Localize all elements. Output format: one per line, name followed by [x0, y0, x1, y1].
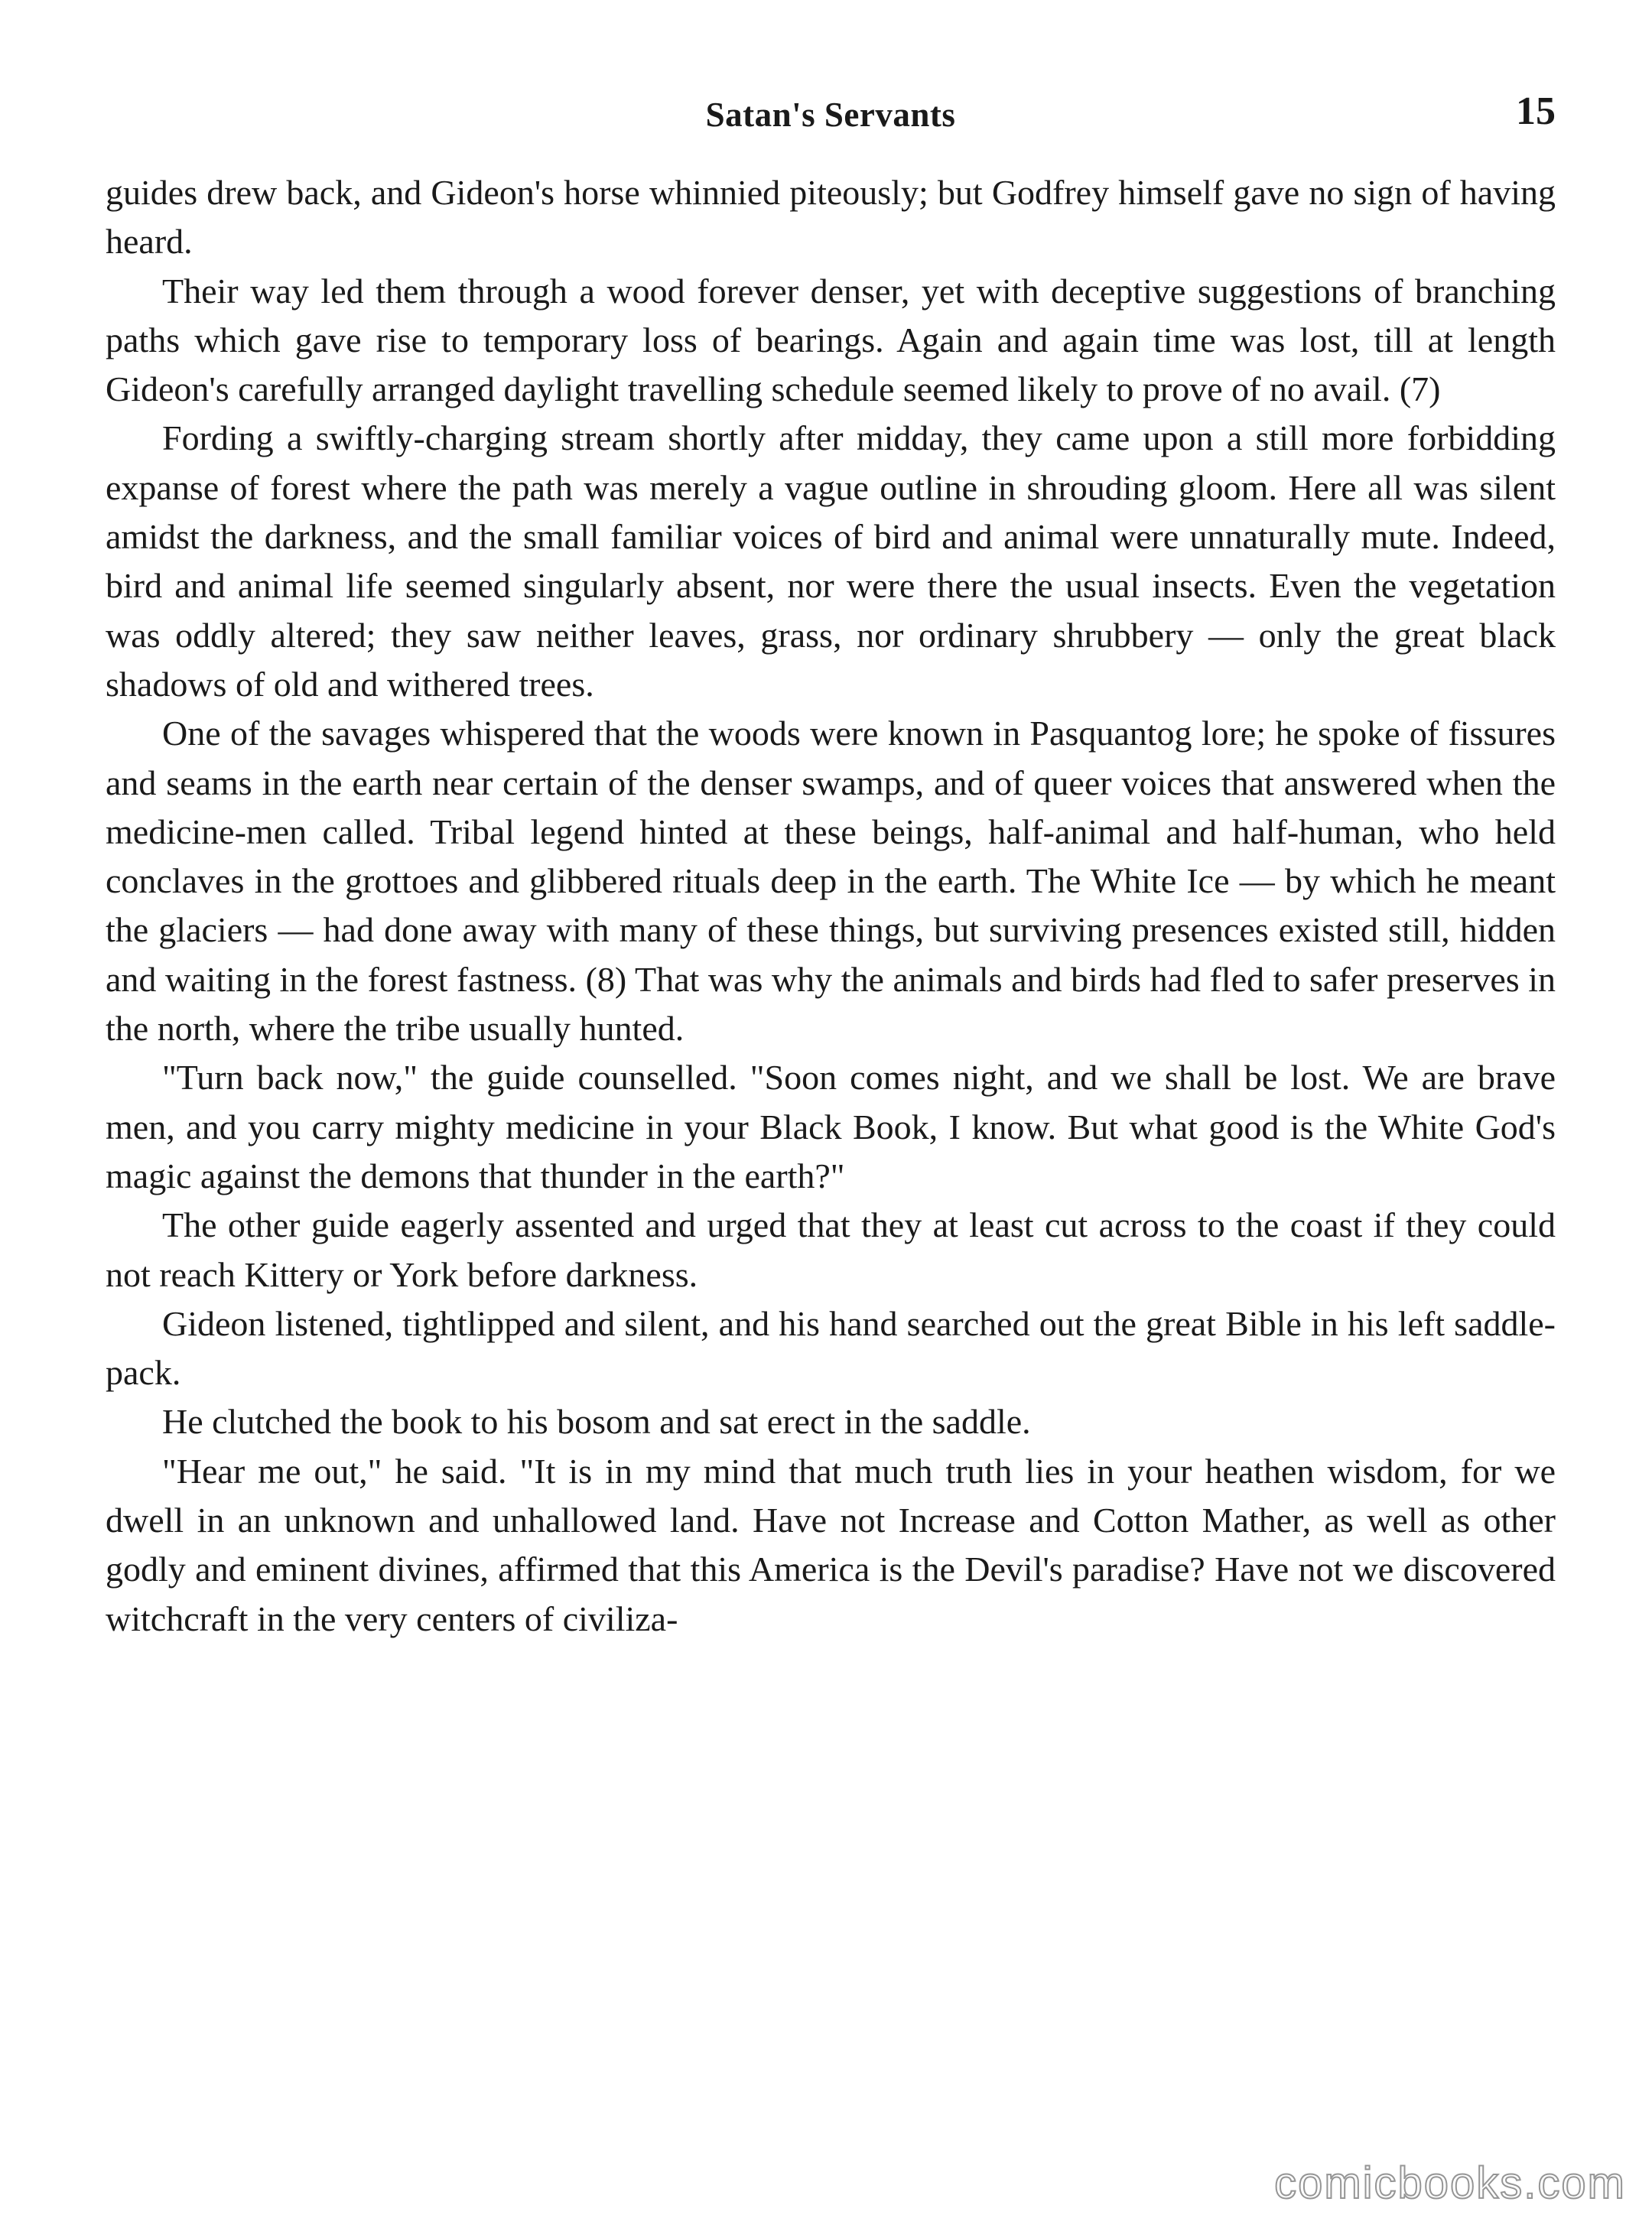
paragraph: The other guide eagerly assented and urged that they at least cut across to the coast if they could not reach Kittery or York before darkness.	[106, 1205, 1556, 1294]
paragraph: He clutched the book to his bosom and sat erect in the saddle.	[162, 1402, 1031, 1442]
paragraph: One of the savages whispered that the woods were known in Pasquantog lore; he spoke of fissures and seams in the earth near certain of the denser swamps, and of queer voices that answered when the medicine-men called. Tribal legend hinted at these beings, half-animal and half-human, who held conclaves in the grottoes and glibbered rituals deep in the earth. The White Ice — by which he meant the glaciers — had done away with many of these things, but surviving presences existed still, hidden and waiting in the forest fastness. (8) That was why the animals and birds had fled to safer preserves in the north, where the tribe usually hunted.	[106, 714, 1556, 1049]
paragraph: Their way led them through a wood forever denser, yet with deceptive suggestions of branching paths which gave rise to temporary loss of bearings. Again and again time was lost, till at length Gideon's carefully arranged daylight travelling schedule seemed likely to prove of no avail. (7)	[106, 271, 1556, 409]
running-title: Satan's Servants	[705, 96, 956, 134]
paragraph: "Hear me out," he said. "It is in my mind that much truth lies in your heathen wisdom, for we dwell in an unknown and unhallowed land. Have not Increase and Cotton Mather, as well as other godly and eminent divines, affirmed that this America is the Devil's paradise? Have not we discovered witchcraft in the very centers of civiliza-	[106, 1451, 1556, 1638]
paragraph: guides drew back, and Gideon's horse whinnied piteously; but Godfrey himself gave no sign of having heard.	[106, 173, 1556, 262]
paragraph: Fording a swiftly-charging stream shortly after midday, they came upon a still more forbidding expanse of forest where the path was merely a vague outline in shrouding gloom. Here all was silent amidst the darkness, and the small familiar voices of bird and animal were unnaturally mute. Indeed, bird and animal life seemed singularly absent, nor were there the usual insects. Even the vegetation was oddly altered; they saw neither leaves, grass, nor ordinary shrubbery — only the great black shadows of old and withered trees.	[106, 418, 1556, 704]
page-number: 15	[1516, 89, 1556, 133]
paragraph: Gideon listened, tightlipped and silent, and his hand searched out the great Bible in his left saddle-pack.	[106, 1303, 1556, 1393]
site-watermark: comicbooks.com	[1274, 2158, 1626, 2208]
paragraph: "Turn back now," the guide counselled. "Soon comes night, and we shall be lost. We are brave men, and you carry mighty medicine in your Black Book, I know. But what good is the White God's magic against the demons that thunder in the earth?"	[106, 1058, 1556, 1195]
body-text	[106, 168, 1556, 1644]
book-page	[106, 84, 1556, 1644]
running-head	[106, 84, 1556, 148]
